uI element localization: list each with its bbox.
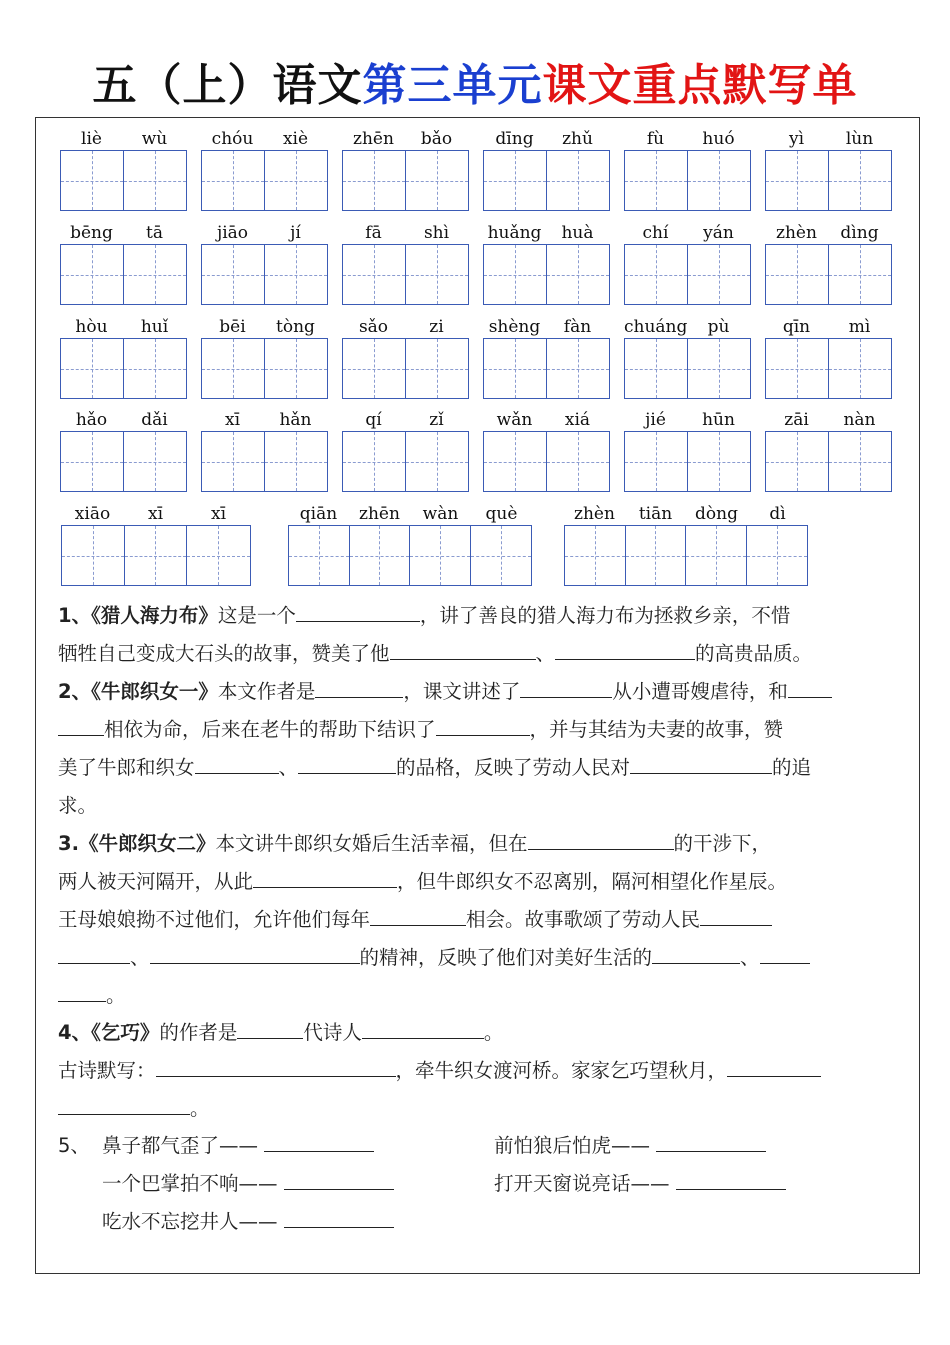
- character-cell[interactable]: [406, 339, 469, 398]
- q1-text: 牺牲自己变成大石头的故事，赞美了他: [58, 642, 390, 665]
- q5-blank[interactable]: [676, 1165, 786, 1190]
- pinyin-row: [765, 316, 892, 338]
- character-cell[interactable]: [265, 339, 328, 398]
- pinyin-row: [624, 409, 751, 431]
- q1-book-title: 《猎人海力布》: [91, 604, 218, 627]
- pinyin-row: [342, 316, 469, 338]
- writing-grid: [765, 244, 892, 305]
- q5-blank[interactable]: [656, 1127, 766, 1152]
- pinyin-row: [201, 316, 328, 338]
- word-group: [564, 503, 808, 586]
- pinyin-row: [624, 128, 751, 150]
- character-cell[interactable]: [62, 526, 125, 585]
- pinyin-syllable: sǎo: [358, 317, 389, 337]
- pinyin-syllable: xī: [147, 504, 164, 524]
- q3-text: ，但牛郎织女不忍离别，隔河相望化作星辰。: [397, 870, 788, 893]
- writing-grid: [201, 431, 328, 492]
- pinyin-syllable: zǐ: [429, 410, 444, 430]
- pinyin-syllable: bǎo: [420, 129, 453, 149]
- q5-idiom-text: 鼻子都气歪了——: [102, 1134, 259, 1157]
- writing-grid: [201, 244, 328, 305]
- word-group: [765, 222, 892, 305]
- pinyin-syllable: jiāo: [216, 223, 249, 243]
- q5-idiom-text: 吃水不忘挖井人——: [102, 1210, 278, 1233]
- q2-blank[interactable]: [195, 749, 279, 774]
- q2-text: 的追: [772, 756, 812, 779]
- pinyin-syllable: dǎi: [141, 410, 168, 430]
- pinyin-row: [60, 128, 187, 150]
- word-group: [624, 409, 751, 492]
- character-cell[interactable]: [124, 245, 187, 304]
- pinyin-row: [483, 409, 610, 431]
- pinyin-syllable: xiá: [564, 410, 591, 430]
- title-grade: 五（上）语文: [92, 60, 363, 111]
- character-cell[interactable]: [484, 151, 547, 210]
- character-cell[interactable]: [61, 151, 124, 210]
- pinyin-syllable: xiāo: [74, 504, 111, 524]
- q1-text: ，讲了善良的猎人海力布为拯救乡亲，不惜: [419, 604, 791, 627]
- pinyin-syllable: fā: [365, 223, 382, 243]
- q5-idiom: [102, 1203, 394, 1241]
- writing-grid: [624, 150, 751, 211]
- character-cell[interactable]: [688, 432, 751, 491]
- word-group: [765, 409, 892, 492]
- word-group: [483, 128, 610, 211]
- character-cell[interactable]: [484, 339, 547, 398]
- character-cell[interactable]: [766, 151, 829, 210]
- writing-grid: [288, 525, 532, 586]
- pinyin-syllable: nàn: [843, 410, 876, 430]
- pinyin-row: [342, 222, 469, 244]
- q1-blank[interactable]: [555, 635, 695, 660]
- word-group: [624, 222, 751, 305]
- character-cell[interactable]: [187, 526, 250, 585]
- word-group: [60, 409, 187, 492]
- word-group: [61, 503, 251, 586]
- pinyin-syllable: zāi: [784, 410, 809, 430]
- pinyin-syllable: dì: [769, 504, 786, 524]
- character-cell[interactable]: [547, 151, 610, 210]
- q4-text: 古诗默写：: [58, 1059, 156, 1082]
- pinyin-syllable: wù: [141, 129, 168, 149]
- pinyin-row: [765, 409, 892, 431]
- q3-blank[interactable]: [150, 939, 360, 964]
- pinyin-syllable: xiè: [282, 129, 309, 149]
- pinyin-row: [288, 503, 532, 525]
- character-cell[interactable]: [202, 339, 265, 398]
- q2-blank[interactable]: [788, 673, 832, 698]
- q2-text: 求。: [58, 794, 98, 817]
- pinyin-row: [483, 222, 610, 244]
- character-cell[interactable]: [829, 339, 892, 398]
- title-unit: 第三单元: [362, 60, 543, 111]
- pinyin-row: [61, 503, 251, 525]
- word-group: [765, 128, 892, 211]
- character-cell[interactable]: [625, 339, 688, 398]
- pinyin-syllable: chóu: [211, 129, 254, 149]
- q3-blank[interactable]: [253, 863, 397, 888]
- pinyin-syllable: huǐ: [140, 317, 169, 337]
- pinyin-syllable: qiān: [299, 504, 338, 524]
- character-cell[interactable]: [484, 432, 547, 491]
- q3-blank[interactable]: [760, 939, 810, 964]
- character-cell[interactable]: [747, 526, 808, 585]
- q5-idiom: [494, 1165, 786, 1203]
- q3-blank[interactable]: [700, 901, 772, 926]
- word-group: [342, 409, 469, 492]
- character-cell[interactable]: [688, 245, 751, 304]
- question-3: [58, 825, 896, 1015]
- pinyin-row: [201, 128, 328, 150]
- writing-grid: [61, 525, 251, 586]
- character-cell[interactable]: [829, 151, 892, 210]
- writing-grid: [483, 244, 610, 305]
- pinyin-syllable: bēi: [219, 317, 246, 337]
- character-cell[interactable]: [343, 151, 406, 210]
- q2-blank[interactable]: [630, 749, 772, 774]
- word-group: [60, 128, 187, 211]
- q3-blank[interactable]: [528, 825, 674, 850]
- character-cell[interactable]: [625, 245, 688, 304]
- pinyin-syllable: jí: [290, 223, 301, 243]
- q4-text: 的作者是: [159, 1021, 238, 1044]
- pinyin-syllable: què: [485, 504, 518, 524]
- q3-blank[interactable]: [58, 939, 130, 964]
- pinyin-syllable: liè: [81, 129, 102, 149]
- pinyin-syllable: zhēn: [359, 504, 400, 524]
- q3-text: 的干涉下，: [673, 832, 772, 855]
- q2-text: ，课文讲述了: [403, 680, 521, 703]
- pinyin-syllable: zhēn: [353, 129, 394, 149]
- character-cell[interactable]: [766, 245, 829, 304]
- q5-idiom-text: 前怕狼后怕虎——: [494, 1134, 651, 1157]
- word-group: [201, 128, 328, 211]
- q5-blank[interactable]: [284, 1203, 394, 1228]
- character-cell[interactable]: [547, 432, 610, 491]
- character-cell[interactable]: [289, 526, 350, 585]
- pinyin-syllable: pù: [707, 317, 730, 337]
- character-cell[interactable]: [343, 432, 406, 491]
- character-cell[interactable]: [350, 526, 411, 585]
- character-cell[interactable]: [61, 432, 124, 491]
- pinyin-syllable: tiān: [638, 504, 673, 524]
- word-group: [483, 222, 610, 305]
- q2-text: 的品格，反映了劳动人民对: [396, 756, 631, 779]
- word-group: [624, 128, 751, 211]
- pinyin-syllable: fàn: [563, 317, 592, 337]
- writing-grid: [342, 431, 469, 492]
- pinyin-syllable: lùn: [845, 129, 874, 149]
- q2-text: 从小遭哥嫂虐待，和: [612, 680, 788, 703]
- character-cell[interactable]: [124, 432, 187, 491]
- pinyin-syllable: fù: [646, 129, 665, 149]
- pinyin-syllable: zhǔ: [562, 129, 593, 149]
- character-cell[interactable]: [688, 339, 751, 398]
- question-4: [58, 1014, 896, 1128]
- question-2: [58, 673, 896, 825]
- pinyin-row: [201, 409, 328, 431]
- q3-text: 。: [106, 984, 126, 1007]
- q3-blank[interactable]: [652, 939, 740, 964]
- title-subject: 课文重点默写单: [542, 60, 858, 111]
- character-cell[interactable]: [484, 245, 547, 304]
- q5-number: 5、: [58, 1134, 90, 1157]
- character-cell[interactable]: [406, 245, 469, 304]
- character-cell[interactable]: [265, 151, 328, 210]
- q3-text: 相会。故事歌颂了劳动人民: [466, 908, 701, 931]
- q2-number: 2、: [58, 680, 92, 703]
- q1-blank[interactable]: [296, 597, 420, 622]
- pinyin-syllable: hǎn: [279, 410, 312, 430]
- pinyin-syllable: zhèn: [776, 223, 817, 243]
- pinyin-row: [624, 222, 751, 244]
- word-group: [201, 316, 328, 399]
- writing-grid: [342, 338, 469, 399]
- pinyin-row: [342, 409, 469, 431]
- q3-text: 王母娘娘拗不过他们，允许他们每年: [58, 908, 371, 931]
- character-cell[interactable]: [61, 339, 124, 398]
- character-cell[interactable]: [61, 245, 124, 304]
- q2-book-title: 《牛郎织女一》: [91, 680, 218, 703]
- word-group: [342, 316, 469, 399]
- writing-grid: [60, 150, 187, 211]
- character-cell[interactable]: [688, 151, 751, 210]
- character-cell[interactable]: [265, 245, 328, 304]
- character-cell[interactable]: [124, 151, 187, 210]
- writing-grid: [201, 150, 328, 211]
- pinyin-syllable: zi: [429, 317, 444, 337]
- pinyin-syllable: dòng: [695, 504, 738, 524]
- word-group: [342, 128, 469, 211]
- character-cell[interactable]: [125, 526, 188, 585]
- pinyin-syllable: mì: [848, 317, 871, 337]
- q4-blank[interactable]: [156, 1052, 396, 1077]
- q3-text: 两人被天河隔开，从此: [58, 870, 254, 893]
- q1-text: 、: [535, 642, 556, 665]
- q4-text: 。: [190, 1097, 210, 1120]
- q2-blank[interactable]: [315, 673, 403, 698]
- writing-grid: [342, 150, 469, 211]
- character-cell[interactable]: [406, 151, 469, 210]
- pinyin-syllable: chí: [642, 223, 669, 243]
- q5-blank[interactable]: [264, 1127, 374, 1152]
- pinyin-row: [60, 222, 187, 244]
- character-cell[interactable]: [547, 339, 610, 398]
- pinyin-syllable: shì: [423, 223, 450, 243]
- writing-grid: [60, 431, 187, 492]
- q2-blank[interactable]: [436, 711, 530, 736]
- writing-grid: [483, 150, 610, 211]
- pinyin-syllable: zhèn: [574, 504, 615, 524]
- writing-grid: [765, 431, 892, 492]
- pinyin-syllable: jié: [645, 410, 666, 430]
- page-title: [0, 56, 950, 116]
- q3-text: 本文讲牛郎织女婚后生活幸福，但在: [215, 832, 528, 855]
- pinyin-syllable: wàn: [422, 504, 459, 524]
- pinyin-syllable: dīng: [495, 129, 534, 149]
- writing-grid: [624, 431, 751, 492]
- pinyin-syllable: huǎng: [487, 223, 542, 243]
- q4-text: ，牵牛织女渡河桥。家家乞巧望秋月，: [395, 1059, 728, 1082]
- character-cell[interactable]: [406, 432, 469, 491]
- pinyin-syllable: bēng: [70, 223, 113, 243]
- pinyin-syllable: yán: [703, 223, 734, 243]
- q4-book-title: 《乞巧》: [91, 1021, 160, 1044]
- character-cell[interactable]: [343, 245, 406, 304]
- writing-grid: [483, 338, 610, 399]
- q2-text: 本文作者是: [217, 680, 316, 703]
- character-cell[interactable]: [565, 526, 626, 585]
- q2-text: 相依为命，后来在老牛的帮助下结识了: [104, 718, 436, 741]
- q4-text: 代诗人: [303, 1021, 362, 1044]
- q2-blank[interactable]: [520, 673, 612, 698]
- word-group: [60, 222, 187, 305]
- writing-grid: [342, 244, 469, 305]
- pinyin-syllable: hūn: [702, 410, 735, 430]
- pinyin-syllable: dìng: [840, 223, 879, 243]
- q2-text: ，并与其结为夫妻的故事，赞: [529, 718, 784, 741]
- q4-text: 。: [483, 1021, 504, 1044]
- q3-text: 、: [740, 946, 760, 969]
- character-cell[interactable]: [124, 339, 187, 398]
- q5-idiom: [102, 1127, 374, 1165]
- q1-number: 1、: [58, 604, 92, 627]
- q3-number: 3.: [58, 832, 79, 855]
- pinyin-row: [483, 128, 610, 150]
- character-cell[interactable]: [202, 432, 265, 491]
- q2-text: 、: [278, 756, 299, 779]
- pinyin-syllable: huó: [702, 129, 735, 149]
- character-cell[interactable]: [626, 526, 687, 585]
- word-group: [288, 503, 532, 586]
- pinyin-row: [342, 128, 469, 150]
- q5-idiom: [102, 1165, 394, 1203]
- character-cell[interactable]: [265, 432, 328, 491]
- q5-idiom-text: 一个巴掌拍不响——: [102, 1172, 278, 1195]
- character-cell[interactable]: [829, 432, 892, 491]
- character-cell[interactable]: [410, 526, 471, 585]
- pinyin-row: [60, 409, 187, 431]
- character-cell[interactable]: [202, 245, 265, 304]
- character-cell[interactable]: [471, 526, 532, 585]
- character-cell[interactable]: [766, 339, 829, 398]
- character-cell[interactable]: [829, 245, 892, 304]
- word-group: [60, 316, 187, 399]
- pinyin-syllable: xī: [224, 410, 241, 430]
- q2-text: 美了牛郎和织女: [58, 756, 195, 779]
- q2-blank[interactable]: [58, 711, 104, 736]
- writing-grid: [201, 338, 328, 399]
- character-cell[interactable]: [766, 432, 829, 491]
- pinyin-syllable: yì: [788, 129, 805, 149]
- pinyin-syllable: qīn: [782, 317, 811, 337]
- q5-idiom-text: 打开天窗说亮话——: [494, 1172, 670, 1195]
- character-cell[interactable]: [686, 526, 747, 585]
- q4-blank[interactable]: [362, 1014, 484, 1039]
- pinyin-row: [624, 316, 751, 338]
- character-cell[interactable]: [202, 151, 265, 210]
- word-group: [483, 316, 610, 399]
- writing-grid: [60, 244, 187, 305]
- pinyin-syllable: wǎn: [496, 410, 533, 430]
- writing-grid: [60, 338, 187, 399]
- pinyin-syllable: qí: [365, 410, 382, 430]
- pinyin-syllable: tòng: [276, 317, 315, 337]
- question-1: [58, 597, 896, 673]
- q2-blank[interactable]: [298, 749, 396, 774]
- writing-grid: [483, 431, 610, 492]
- word-group: [624, 316, 751, 399]
- q3-text: 、: [130, 946, 150, 969]
- word-group: [765, 316, 892, 399]
- word-group: [483, 409, 610, 492]
- q4-number: 4、: [58, 1021, 92, 1044]
- pinyin-syllable: xī: [210, 504, 227, 524]
- writing-grid: [564, 525, 808, 586]
- q1-text: 的高贵品质。: [695, 642, 813, 665]
- q4-blank[interactable]: [727, 1052, 821, 1077]
- character-cell[interactable]: [343, 339, 406, 398]
- pinyin-row: [765, 222, 892, 244]
- character-cell[interactable]: [625, 151, 688, 210]
- pinyin-row: [201, 222, 328, 244]
- pinyin-row: [483, 316, 610, 338]
- writing-grid: [624, 338, 751, 399]
- character-cell[interactable]: [547, 245, 610, 304]
- pinyin-syllable: hòu: [75, 317, 108, 337]
- pinyin-row: [60, 316, 187, 338]
- writing-grid: [765, 338, 892, 399]
- pinyin-row: [765, 128, 892, 150]
- q3-text: 的精神，反映了他们对美好生活的: [359, 946, 653, 969]
- q5-blank[interactable]: [284, 1165, 394, 1190]
- pinyin-syllable: huà: [561, 223, 594, 243]
- word-group: [201, 222, 328, 305]
- word-group: [342, 222, 469, 305]
- q1-blank[interactable]: [390, 635, 536, 660]
- q1-text: 这是一个: [217, 604, 296, 627]
- q5-idiom: [494, 1127, 766, 1165]
- word-group: [201, 409, 328, 492]
- q4-blank[interactable]: [58, 1090, 190, 1115]
- writing-grid: [624, 244, 751, 305]
- q3-book-title: 《牛郎织女二》: [78, 832, 216, 855]
- pinyin-syllable: chuáng: [624, 317, 688, 337]
- character-cell[interactable]: [625, 432, 688, 491]
- pinyin-row: [564, 503, 808, 525]
- q3-blank[interactable]: [58, 977, 106, 1002]
- writing-grid: [765, 150, 892, 211]
- q3-blank[interactable]: [370, 901, 466, 926]
- q4-blank[interactable]: [237, 1014, 303, 1039]
- pinyin-syllable: tā: [146, 223, 163, 243]
- pinyin-syllable: shèng: [488, 317, 541, 337]
- pinyin-syllable: hǎo: [75, 410, 108, 430]
